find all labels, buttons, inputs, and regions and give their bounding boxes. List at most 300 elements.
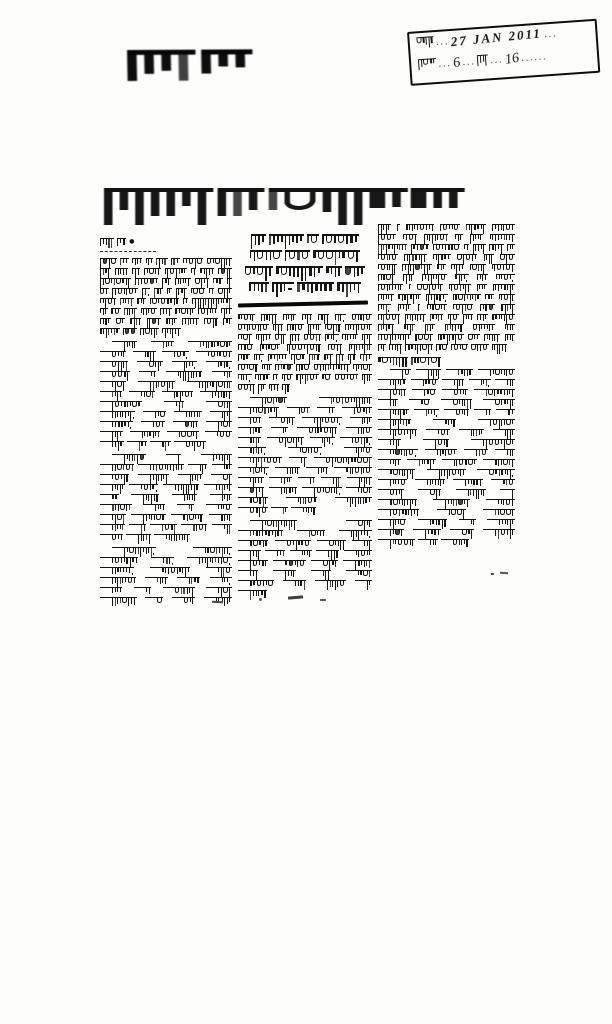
sim-stroke xyxy=(301,365,303,370)
sim-word xyxy=(328,344,342,352)
sim-stroke xyxy=(268,408,269,413)
sim-word xyxy=(129,524,146,532)
sim-stroke xyxy=(204,269,205,274)
sim-stroke xyxy=(370,192,384,208)
sim-stroke xyxy=(448,500,449,504)
sim-stroke xyxy=(264,365,265,369)
sim-word xyxy=(442,389,468,397)
sim-word xyxy=(404,254,427,262)
sim-stroke xyxy=(465,460,467,465)
sim-stroke xyxy=(311,508,312,512)
sim-stroke xyxy=(478,490,479,499)
sim-stroke xyxy=(464,275,465,279)
sim-stroke xyxy=(229,309,231,314)
sim-stroke xyxy=(111,329,112,333)
sim-stroke xyxy=(189,362,190,366)
sim-stroke xyxy=(250,385,251,391)
sim-stroke xyxy=(462,530,466,535)
sim-stroke xyxy=(397,245,398,249)
sim-stroke xyxy=(261,315,262,321)
sim-stroke xyxy=(246,355,248,359)
sim-word xyxy=(206,504,232,512)
sim-stroke xyxy=(141,299,142,303)
sim-stroke xyxy=(393,440,395,445)
sim-word xyxy=(313,250,360,262)
sim-stroke xyxy=(403,380,405,384)
sim-stroke xyxy=(327,315,328,324)
sim-stroke xyxy=(405,245,406,250)
sim-stroke xyxy=(317,531,318,535)
sim-stroke xyxy=(224,525,226,529)
sim-word xyxy=(150,524,176,532)
sim-stroke xyxy=(205,299,206,305)
sim-word xyxy=(227,278,232,286)
sim-stroke xyxy=(105,279,109,284)
sim-word xyxy=(112,288,138,296)
sim-stroke xyxy=(388,325,390,329)
sim-stroke xyxy=(265,521,266,525)
sim-stroke xyxy=(250,591,251,600)
sim-stroke xyxy=(335,268,337,277)
sim-word xyxy=(297,282,334,294)
sim-stroke xyxy=(363,428,364,434)
sim-stroke xyxy=(147,319,148,328)
sim-stroke xyxy=(124,475,125,484)
sim-stroke xyxy=(120,578,121,584)
sim-stroke xyxy=(269,335,270,339)
sim-stroke xyxy=(336,478,337,487)
sim-word xyxy=(132,268,140,276)
sim-word xyxy=(100,534,123,542)
sim-stroke xyxy=(299,408,300,414)
sim-stroke xyxy=(425,380,427,384)
stamp-dots: ... xyxy=(489,55,504,67)
sim-word xyxy=(187,557,232,565)
sim-stroke xyxy=(295,561,296,565)
sim-stroke xyxy=(100,239,101,246)
sim-stroke xyxy=(429,265,430,270)
sim-stroke xyxy=(495,225,497,229)
sim-stroke xyxy=(461,275,462,281)
sim-stroke xyxy=(477,295,479,299)
sim-stroke xyxy=(427,265,428,274)
sim-stroke xyxy=(486,410,487,415)
sim-word xyxy=(100,391,122,399)
sim-stroke xyxy=(259,355,260,360)
sim-stroke xyxy=(121,402,123,406)
sim-stroke xyxy=(416,38,421,44)
sim-stroke xyxy=(266,345,267,350)
sim-stroke xyxy=(512,420,513,424)
sim-stroke xyxy=(199,289,203,294)
sim-stroke xyxy=(284,478,285,484)
sim-stroke xyxy=(304,581,305,590)
sim-word xyxy=(337,282,361,294)
sim-stroke xyxy=(348,252,354,259)
sim-stroke xyxy=(501,235,502,239)
sim-stroke xyxy=(190,319,191,324)
sim-stroke xyxy=(396,358,398,365)
sim-stroke xyxy=(366,478,367,484)
sim-stroke xyxy=(130,402,131,406)
sim-stroke xyxy=(183,588,185,594)
sim-stroke xyxy=(477,56,479,66)
sim-stroke xyxy=(325,325,326,329)
sim-stroke xyxy=(112,422,113,427)
sim-stroke xyxy=(340,315,341,321)
sim-stroke xyxy=(158,432,159,437)
sim-stroke xyxy=(292,236,294,242)
sim-stroke xyxy=(289,236,291,245)
sim-stroke xyxy=(189,505,190,509)
sim-stroke xyxy=(355,335,356,339)
sim-stroke xyxy=(250,408,251,414)
sim-stroke xyxy=(261,458,262,467)
sim-stroke xyxy=(512,235,513,242)
sim-stroke xyxy=(363,498,364,504)
sim-stroke xyxy=(106,329,107,338)
sim-stroke xyxy=(250,448,252,453)
sim-stroke xyxy=(105,269,107,273)
sim-stroke xyxy=(186,357,187,359)
sim-stroke xyxy=(318,345,319,352)
sim-stroke xyxy=(460,470,461,476)
sim-stroke xyxy=(431,370,432,376)
sim-stroke xyxy=(149,515,150,519)
sim-word xyxy=(206,587,232,595)
sim-stroke xyxy=(268,581,272,586)
sim-stroke xyxy=(188,568,189,572)
sim-stroke xyxy=(181,432,185,437)
sim-stroke xyxy=(388,225,389,230)
sim-stroke xyxy=(389,285,390,290)
sim-stroke xyxy=(510,470,511,479)
sim-stroke xyxy=(118,535,119,539)
sim-stroke xyxy=(286,488,287,494)
sim-stroke xyxy=(320,365,321,371)
sim-stroke xyxy=(402,358,404,367)
sim-word xyxy=(317,540,345,548)
sim-stroke xyxy=(158,299,159,303)
sim-stroke xyxy=(280,284,282,292)
sim-stroke xyxy=(223,299,224,303)
column-middle xyxy=(238,234,372,606)
sim-stroke xyxy=(227,495,228,501)
sim-stroke xyxy=(126,279,127,285)
sim-stroke xyxy=(343,541,344,550)
sim-stroke xyxy=(227,269,228,278)
sim-stroke xyxy=(451,500,452,504)
sim-stroke xyxy=(432,225,433,231)
sim-stroke xyxy=(437,265,439,269)
sim-stroke xyxy=(224,495,225,499)
sim-word xyxy=(221,308,232,316)
sim-stroke xyxy=(302,355,304,359)
sim-word xyxy=(100,557,138,565)
sim-word xyxy=(267,437,304,445)
sim-word xyxy=(100,318,111,326)
sim-word xyxy=(269,188,408,218)
sim-stroke xyxy=(171,525,173,530)
sim-stroke xyxy=(284,192,316,210)
sim-stroke xyxy=(497,390,499,394)
sim-stroke xyxy=(436,275,437,279)
sim-stroke xyxy=(143,329,144,335)
sim-stroke xyxy=(279,355,280,359)
sim-stroke xyxy=(505,325,506,329)
sim-stroke xyxy=(221,588,222,597)
sim-word xyxy=(340,437,372,445)
sim-word xyxy=(362,374,372,382)
sim-stroke xyxy=(115,495,117,499)
sim-stroke xyxy=(291,315,292,321)
sim-stroke xyxy=(404,540,408,545)
sim-stroke xyxy=(292,468,293,474)
sim-stroke xyxy=(421,255,422,264)
sim-stroke xyxy=(105,309,106,314)
sim-stroke xyxy=(244,385,248,390)
sim-stroke xyxy=(356,325,357,334)
sim-word xyxy=(211,474,232,482)
sim-stroke xyxy=(255,375,256,379)
sim-stroke xyxy=(193,432,194,436)
sim-stroke xyxy=(263,375,265,380)
sim-stroke xyxy=(311,531,315,536)
sim-stroke xyxy=(260,375,261,380)
sim-stroke xyxy=(201,279,202,288)
sim-stroke xyxy=(141,392,142,396)
sim-word xyxy=(238,447,266,455)
sim-stroke xyxy=(512,490,513,499)
stamp-dots: ... xyxy=(435,37,450,48)
sim-stroke xyxy=(272,531,274,535)
sim-stroke xyxy=(182,392,183,396)
sim-stroke xyxy=(494,265,495,271)
sim-stroke xyxy=(122,525,123,530)
sim-stroke xyxy=(192,495,193,500)
sim-stroke xyxy=(260,325,261,331)
sim-stroke xyxy=(187,309,188,314)
sim-stroke xyxy=(501,370,502,374)
sim-stroke xyxy=(436,255,437,260)
byline-rule xyxy=(100,251,156,252)
sim-stroke xyxy=(129,548,133,553)
sim-stroke xyxy=(103,239,104,244)
sim-stroke xyxy=(241,315,242,319)
sim-stroke xyxy=(115,558,119,563)
sim-stroke xyxy=(431,275,432,284)
sim-stroke xyxy=(130,319,132,324)
sim-word xyxy=(474,389,515,397)
sim-stroke xyxy=(337,284,340,291)
sim-stroke xyxy=(369,325,370,330)
sim-stroke xyxy=(149,535,150,544)
sim-stroke xyxy=(198,299,199,308)
sim-stroke xyxy=(258,375,259,380)
sim-stroke xyxy=(408,265,409,274)
sim-stroke xyxy=(162,578,163,583)
sim-stroke xyxy=(430,305,431,309)
sim-stroke xyxy=(506,255,507,264)
sim-stroke xyxy=(283,508,284,514)
sim-word xyxy=(134,587,151,595)
sim-stroke xyxy=(470,265,471,270)
sim-stroke xyxy=(363,448,364,452)
sim-stroke xyxy=(378,315,379,320)
sim-stroke xyxy=(323,531,324,536)
sim-stroke xyxy=(464,500,465,504)
sim-stroke xyxy=(212,309,213,313)
sim-stroke xyxy=(392,245,393,249)
sim-stroke xyxy=(398,410,399,415)
sim-word xyxy=(433,244,461,252)
sim-stroke xyxy=(402,510,404,514)
sim-stroke xyxy=(253,385,254,394)
sim-stroke xyxy=(420,345,421,351)
sim-stroke xyxy=(296,438,297,447)
sim-stroke xyxy=(440,450,441,456)
sim-stroke xyxy=(216,382,217,391)
sim-stroke xyxy=(369,355,371,359)
sim-stroke xyxy=(393,450,394,454)
sim-stroke xyxy=(112,578,113,584)
sim-stroke xyxy=(426,38,428,45)
sim-stroke xyxy=(408,335,409,339)
sim-stroke xyxy=(331,335,332,339)
sim-stroke xyxy=(507,245,508,251)
sim-word xyxy=(477,54,488,64)
sim-stroke xyxy=(468,285,469,292)
sim-stroke xyxy=(272,315,273,324)
sim-word xyxy=(378,439,401,447)
sim-stroke xyxy=(249,365,253,370)
sim-stroke xyxy=(220,342,224,347)
sim-stroke xyxy=(369,375,370,381)
sim-stroke xyxy=(164,259,166,265)
sim-stroke xyxy=(200,269,202,273)
sim-stroke xyxy=(125,329,129,334)
sim-stroke xyxy=(170,465,171,470)
sim-stroke xyxy=(506,480,507,485)
sim-stroke xyxy=(350,375,354,380)
sim-word xyxy=(130,318,141,326)
sim-word xyxy=(378,314,400,322)
sim-stroke xyxy=(179,432,180,437)
sim-stroke xyxy=(108,269,109,278)
sim-word xyxy=(433,419,456,427)
sim-stroke xyxy=(398,480,400,484)
sim-word xyxy=(261,314,277,322)
sim-stroke xyxy=(336,355,337,364)
sim-stroke xyxy=(276,398,277,402)
sim-stroke xyxy=(153,432,154,438)
sim-stroke xyxy=(356,252,358,262)
sim-word xyxy=(238,334,252,342)
sim-stroke xyxy=(112,598,113,606)
sim-stroke xyxy=(431,358,437,363)
sim-stroke xyxy=(335,252,337,265)
sim-stroke xyxy=(378,245,379,254)
sim-stroke xyxy=(179,568,181,572)
sim-stroke xyxy=(224,259,225,268)
sim-stroke xyxy=(506,265,510,270)
sim-stroke xyxy=(151,309,155,314)
sim-word xyxy=(137,361,163,369)
sim-stroke xyxy=(396,440,397,449)
sim-stroke xyxy=(342,335,343,339)
sim-stroke xyxy=(498,500,499,504)
sim-stroke xyxy=(185,422,189,427)
stamp-dots: ... xyxy=(437,58,452,70)
sim-stroke xyxy=(503,500,504,505)
sim-word xyxy=(271,507,288,515)
sim-stroke xyxy=(229,289,230,293)
sim-word xyxy=(147,318,161,326)
sim-stroke xyxy=(212,269,213,274)
sim-stroke xyxy=(421,400,423,404)
sim-word xyxy=(362,334,372,342)
sim-stroke xyxy=(221,309,222,313)
sim-stroke xyxy=(123,362,124,368)
sim-stroke xyxy=(433,59,434,63)
sim-stroke xyxy=(413,295,414,304)
sim-word xyxy=(145,597,163,605)
sim-stroke xyxy=(390,520,391,526)
sim-stroke xyxy=(386,305,387,314)
sim-stroke xyxy=(281,335,282,344)
sim-word xyxy=(478,369,515,377)
sim-word xyxy=(302,314,312,322)
sim-stroke xyxy=(509,235,511,240)
sim-stroke xyxy=(461,370,463,374)
sim-word xyxy=(130,431,161,439)
sim-stroke xyxy=(112,495,114,499)
sim-stroke xyxy=(302,252,308,259)
sim-stroke xyxy=(452,335,454,340)
sim-stroke xyxy=(165,269,166,274)
sim-stroke xyxy=(407,325,408,330)
sim-stroke xyxy=(465,480,466,486)
sim-word xyxy=(378,264,397,272)
sim-stroke xyxy=(247,345,251,350)
sim-stroke xyxy=(191,578,192,584)
sim-word xyxy=(416,36,434,46)
sim-stroke xyxy=(192,309,193,313)
sim-stroke xyxy=(458,335,462,340)
sim-stroke xyxy=(253,438,254,443)
sim-stroke xyxy=(405,510,407,515)
sim-stroke xyxy=(115,422,117,427)
sim-stroke xyxy=(134,342,135,348)
sim-stroke xyxy=(364,335,365,344)
sim-stroke xyxy=(220,362,222,366)
sim-stroke xyxy=(341,365,342,370)
sim-stroke xyxy=(456,460,457,466)
sim-word xyxy=(265,550,285,558)
sim-stroke xyxy=(467,410,468,416)
sim-stroke xyxy=(392,265,393,274)
sim-word xyxy=(378,499,417,507)
sim-stroke xyxy=(363,571,367,576)
sim-stroke xyxy=(108,299,112,304)
sim-stroke xyxy=(337,418,338,423)
sim-stroke xyxy=(138,402,140,406)
sim-stroke xyxy=(250,252,252,258)
sim-stroke xyxy=(441,470,442,476)
sim-stroke xyxy=(395,420,396,425)
sim-stroke xyxy=(363,355,365,361)
sim-stroke xyxy=(512,410,514,414)
